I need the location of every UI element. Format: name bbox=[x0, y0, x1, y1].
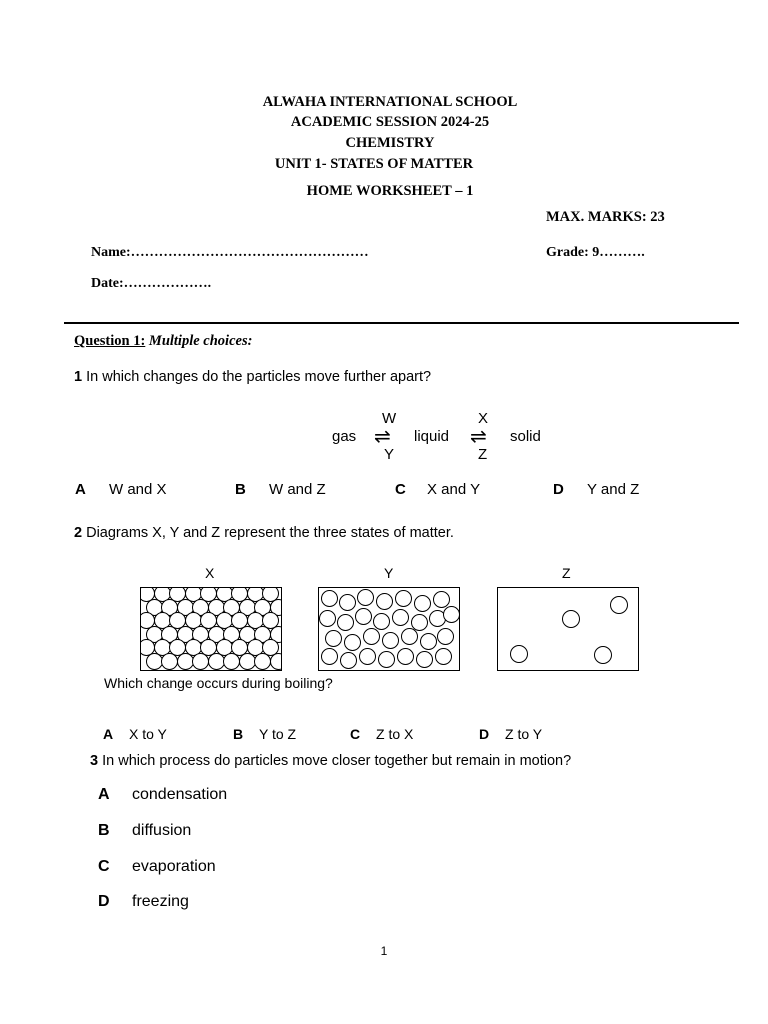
particle-circle bbox=[373, 613, 390, 630]
question-number: 3 bbox=[90, 753, 99, 769]
option-letter: B bbox=[98, 822, 110, 839]
option-text: X to Y bbox=[129, 726, 167, 742]
liquid-particles-box bbox=[318, 587, 460, 671]
particle-circle bbox=[359, 648, 376, 665]
particle-circle bbox=[357, 589, 374, 606]
equilibrium-arrow-icon: ⇌ bbox=[470, 426, 487, 448]
section-heading bbox=[74, 333, 252, 350]
grade-line: Grade: 9………. bbox=[546, 245, 645, 260]
particle-circle bbox=[397, 648, 414, 665]
particle-circle bbox=[340, 652, 357, 669]
particle-circle bbox=[355, 608, 372, 625]
particle-circle bbox=[376, 593, 393, 610]
state-change-diagram bbox=[300, 408, 580, 464]
particle-circle bbox=[321, 648, 338, 665]
diagram-y-label: Y bbox=[384, 565, 394, 581]
option-text: evaporation bbox=[132, 858, 216, 875]
question-text: Diagrams X, Y and Z represent the three states of matter. bbox=[86, 525, 454, 541]
particle-circle bbox=[433, 591, 450, 608]
particle-circle bbox=[382, 632, 399, 649]
question-number: 2 bbox=[74, 525, 83, 541]
particle-circle bbox=[146, 653, 163, 670]
option-letter: B bbox=[235, 481, 246, 498]
section-title: Multiple choices: bbox=[148, 333, 253, 349]
question-3 bbox=[90, 753, 571, 769]
option-letter: B bbox=[233, 726, 244, 742]
page-number: 1 bbox=[380, 944, 388, 958]
diagram-z-label: Z bbox=[562, 565, 571, 581]
solid-particles-box bbox=[140, 587, 282, 671]
option-text: Y to Z bbox=[259, 726, 297, 742]
particle-circle bbox=[325, 630, 342, 647]
particle-circle bbox=[321, 590, 338, 607]
option-letter: D bbox=[479, 726, 490, 742]
q2-options bbox=[103, 726, 663, 746]
sub-question: Which change occurs during boiling? bbox=[104, 675, 333, 691]
option-letter: A bbox=[103, 726, 114, 742]
diagram-x-label: X bbox=[205, 565, 215, 581]
question-2 bbox=[74, 525, 454, 541]
particle-circle bbox=[401, 628, 418, 645]
particle-circle bbox=[562, 610, 580, 628]
particle-circle bbox=[435, 648, 452, 665]
option-text: freezing bbox=[132, 893, 189, 910]
option-letter: D bbox=[553, 481, 564, 498]
particle-circle bbox=[319, 610, 336, 627]
particle-circle bbox=[339, 594, 356, 611]
particle-circle bbox=[510, 645, 528, 663]
particle-circle bbox=[416, 651, 433, 668]
particle-circle bbox=[161, 653, 178, 670]
option-text: Z to X bbox=[376, 726, 414, 742]
option-letter: C bbox=[98, 858, 110, 875]
particle-circle bbox=[392, 609, 409, 626]
particle-circle bbox=[192, 653, 209, 670]
subject-title: CHEMISTRY bbox=[345, 135, 435, 151]
particle-circle bbox=[378, 651, 395, 668]
x-label: X bbox=[478, 410, 489, 427]
particle-circle bbox=[414, 595, 431, 612]
question-text: In which changes do the particles move further apart? bbox=[86, 369, 432, 385]
particle-circle bbox=[437, 628, 454, 645]
gas-label: gas bbox=[332, 428, 357, 445]
option-letter: D bbox=[98, 893, 110, 910]
q1-options bbox=[75, 481, 695, 501]
liquid-label: liquid bbox=[414, 428, 450, 445]
unit-title: UNIT 1- STATES OF MATTER bbox=[274, 156, 474, 172]
option-letter: A bbox=[98, 786, 110, 803]
worksheet-title: HOME WORKSHEET – 1 bbox=[306, 183, 474, 199]
option-text: condensation bbox=[132, 786, 228, 803]
question-number: 1 bbox=[74, 369, 83, 385]
date-line: Date:………………. bbox=[91, 276, 212, 291]
option-text: X and Y bbox=[427, 481, 481, 498]
particle-circle bbox=[270, 653, 282, 670]
question-text: In which process do particles move closer together but remain in motion? bbox=[102, 753, 572, 769]
y-label: Y bbox=[384, 446, 395, 463]
solid-label: solid bbox=[510, 428, 541, 445]
name-line: Name:…………………………………………… bbox=[91, 245, 369, 260]
w-label: W bbox=[382, 410, 397, 427]
option-text: Z to Y bbox=[505, 726, 543, 742]
option-text: W and X bbox=[109, 481, 167, 498]
equilibrium-arrow-icon: ⇌ bbox=[374, 426, 391, 448]
header-divider bbox=[64, 322, 739, 324]
section-label: Question 1: bbox=[74, 333, 146, 349]
particle-circle bbox=[395, 590, 412, 607]
option-letter: A bbox=[75, 481, 86, 498]
particle-circle bbox=[594, 646, 612, 664]
option-text: diffusion bbox=[132, 822, 192, 839]
option-text: Y and Z bbox=[587, 481, 640, 498]
particle-circle bbox=[443, 606, 460, 623]
option-letter: C bbox=[350, 726, 361, 742]
particle-circle bbox=[208, 653, 225, 670]
academic-session: ACADEMIC SESSION 2024-25 bbox=[290, 114, 490, 130]
school-name: ALWAHA INTERNATIONAL SCHOOL bbox=[262, 94, 518, 110]
particle-circle bbox=[239, 653, 256, 670]
particle-circle bbox=[254, 653, 271, 670]
option-text: W and Z bbox=[269, 481, 326, 498]
particle-circle bbox=[337, 614, 354, 631]
option-letter: C bbox=[395, 481, 406, 498]
z-label: Z bbox=[478, 446, 488, 463]
particle-circle bbox=[420, 633, 437, 650]
particle-circle bbox=[363, 628, 380, 645]
particle-circle bbox=[223, 653, 240, 670]
gas-particles-box bbox=[497, 587, 639, 671]
particle-circle bbox=[610, 596, 628, 614]
max-marks: MAX. MARKS: 23 bbox=[546, 209, 665, 225]
particle-circle bbox=[344, 634, 361, 651]
particle-circle bbox=[177, 653, 194, 670]
question-1 bbox=[74, 369, 431, 385]
